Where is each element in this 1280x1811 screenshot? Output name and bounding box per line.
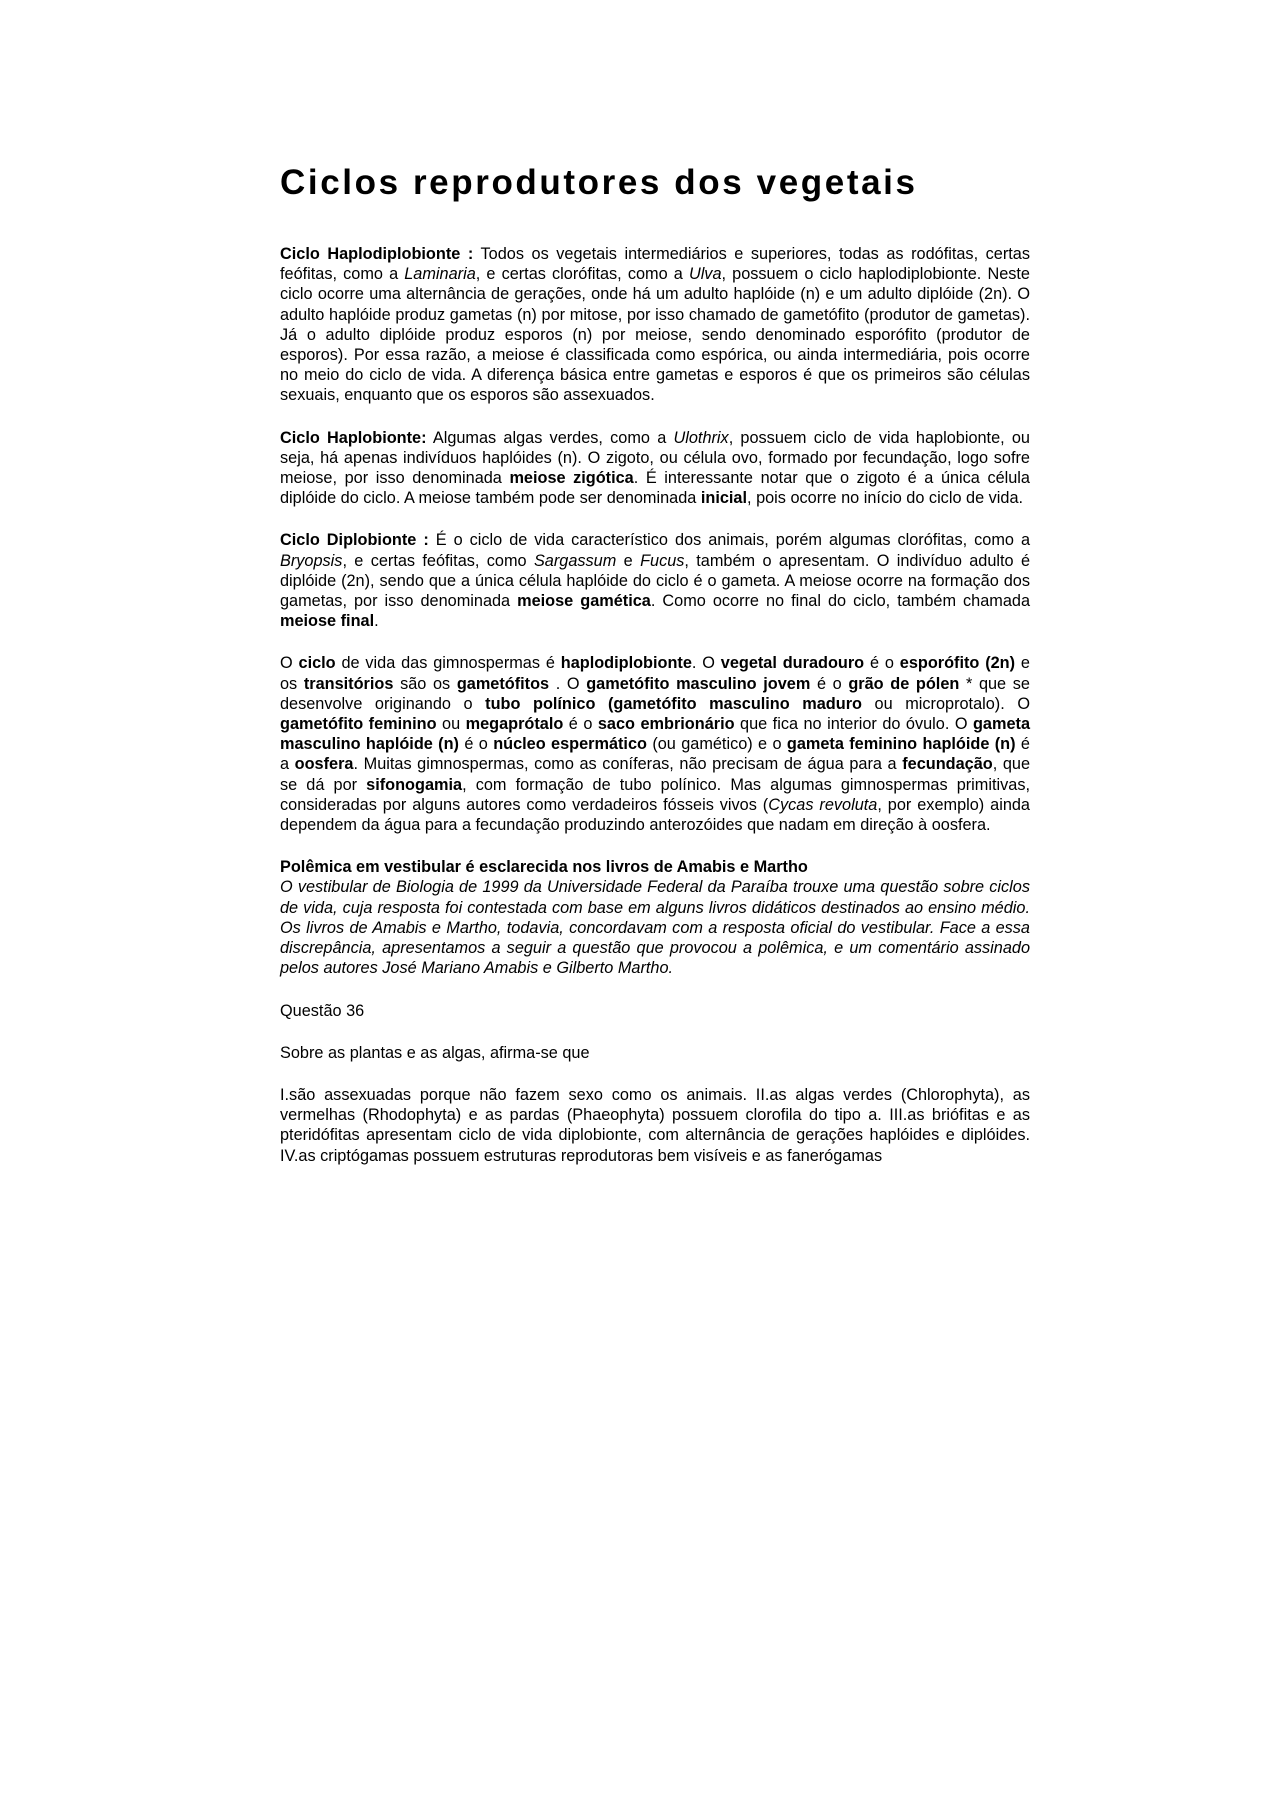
- question-title: Questão 36: [280, 1001, 365, 1020]
- section-heading: Polêmica em vestibular é esclarecida nos livros de Amabis e Martho: [280, 858, 808, 877]
- paragraph-gimnospermas: O ciclo de vida das gimnospermas é haplodiplobionte. O vegetal duradouro é o esporófito (2n) e os transitórios são os gametófitos . O gametófito masculino jovem é o grão de pólen * que se desenvolve originando o tubo polínico (gametófito masculino maduro ou microprotalo). O gametófito feminino ou megaprótalo é o saco embrionário que fica no interior do óvulo. O gameta masculino haplóide (n) é o núcleo espermático (ou gamético) e o gameta feminino haplóide (n) é a oosfera. Muitas gimnospermas, como as coníferas, não precisam de água para a fecundação, que se dá por sifonogamia, com formação de tubo polínico. Mas algumas gimnospermas primitivas, consideradas por alguns autores como verdadeiros fósseis vivos (Cycas revoluta, por exemplo) ainda dependem da água para a fecundação produzindo anterozóides que nadam em direção à oosfera.: [280, 654, 1030, 835]
- paragraph-diplobionte: Ciclo Diplobionte : É o ciclo de vida característico dos animais, porém algumas clorófitas, como a Bryopsis, e certas feófitas, como Sargassum e Fucus, também o apresentam. O indivíduo adulto é diplóide (2n), sendo que a única célula haplóide do ciclo é o gameta. A meiose ocorre na formação dos gametas, por isso denominada meiose gamética. Como ocorre no final do ciclo, também chamada meiose final.: [280, 531, 1031, 631]
- page-title: Ciclos reprodutores dos vegetais: [280, 163, 918, 202]
- section-italic-body: O vestibular de Biologia de 1999 da Universidade Federal da Paraíba trouxe uma questão sobre ciclos de vida, cuja resposta foi contestada com base em alguns livros didáticos destinados ao ensino médio. Os livros de Amabis e Martho, todavia, concordavam com a resposta oficial do vestibular. Face a essa discrepância, apresentamos a seguir a questão que provocou a polêmica, e um comentário assinado pelos autores José Mariano Amabis e Gilberto Martho.: [280, 878, 1030, 978]
- paragraph-polemica: [280, 857, 1030, 978]
- paragraph-haplobionte: Ciclo Haplobionte: Algumas algas verdes, como a Ulothrix, possuem ciclo de vida haplobionte, ou seja, há apenas indivíduos haplóides (n). O zigoto, ou célula ovo, formado por fecundação, logo sofre meiose, por isso denominada meiose zigótica. É interessante notar que o zigoto é a única célula diplóide do ciclo. A meiose também pode ser denominada inicial, pois ocorre no início do ciclo de vida.: [280, 428, 1030, 508]
- question-items: I.são assexuadas porque não fazem sexo como os animais. II.as algas verdes (Chlorophyta), as vermelhas (Rhodophyta) e as pardas (Phaeophyta) possuem clorofila do tipo a. III.as briófitas e as pteridófitas apresentam ciclo de vida diplobionte, com alternância de gerações haplóides e diplóides. IV.as criptógamas possuem estruturas reprodutoras bem visíveis e as fanerógamas: [280, 1085, 1030, 1165]
- paragraph-haplodiplobionte: Ciclo Haplodiplobionte : Todos os vegetais intermediários e superiores, todas as rodófitas, certas feófitas, como a Laminaria, e certas clorófitas, como a Ulva, possuem o ciclo haplodiplobionte. Neste ciclo ocorre uma alternância de gerações, onde há um adulto haplóide (n) e um adulto diplóide (2n). O adulto haplóide produz gametas (n) por mitose, por isso chamado de gametófito (produtor de gametas). Já o adulto diplóide produz esporos (n) por meiose, sendo denominado esporófito (produtor de esporos). Por essa razão, a meiose é classificada como espórica, ou ainda intermediária, pois ocorre no meio do ciclo de vida. A diferença básica entre gametas e esporos é que os primeiros são células sexuais, enquanto que os esporos são assexuados.: [280, 245, 1030, 405]
- document-body: [280, 160, 1030, 1166]
- question-intro: Sobre as plantas e as algas, afirma-se que: [280, 1043, 590, 1062]
